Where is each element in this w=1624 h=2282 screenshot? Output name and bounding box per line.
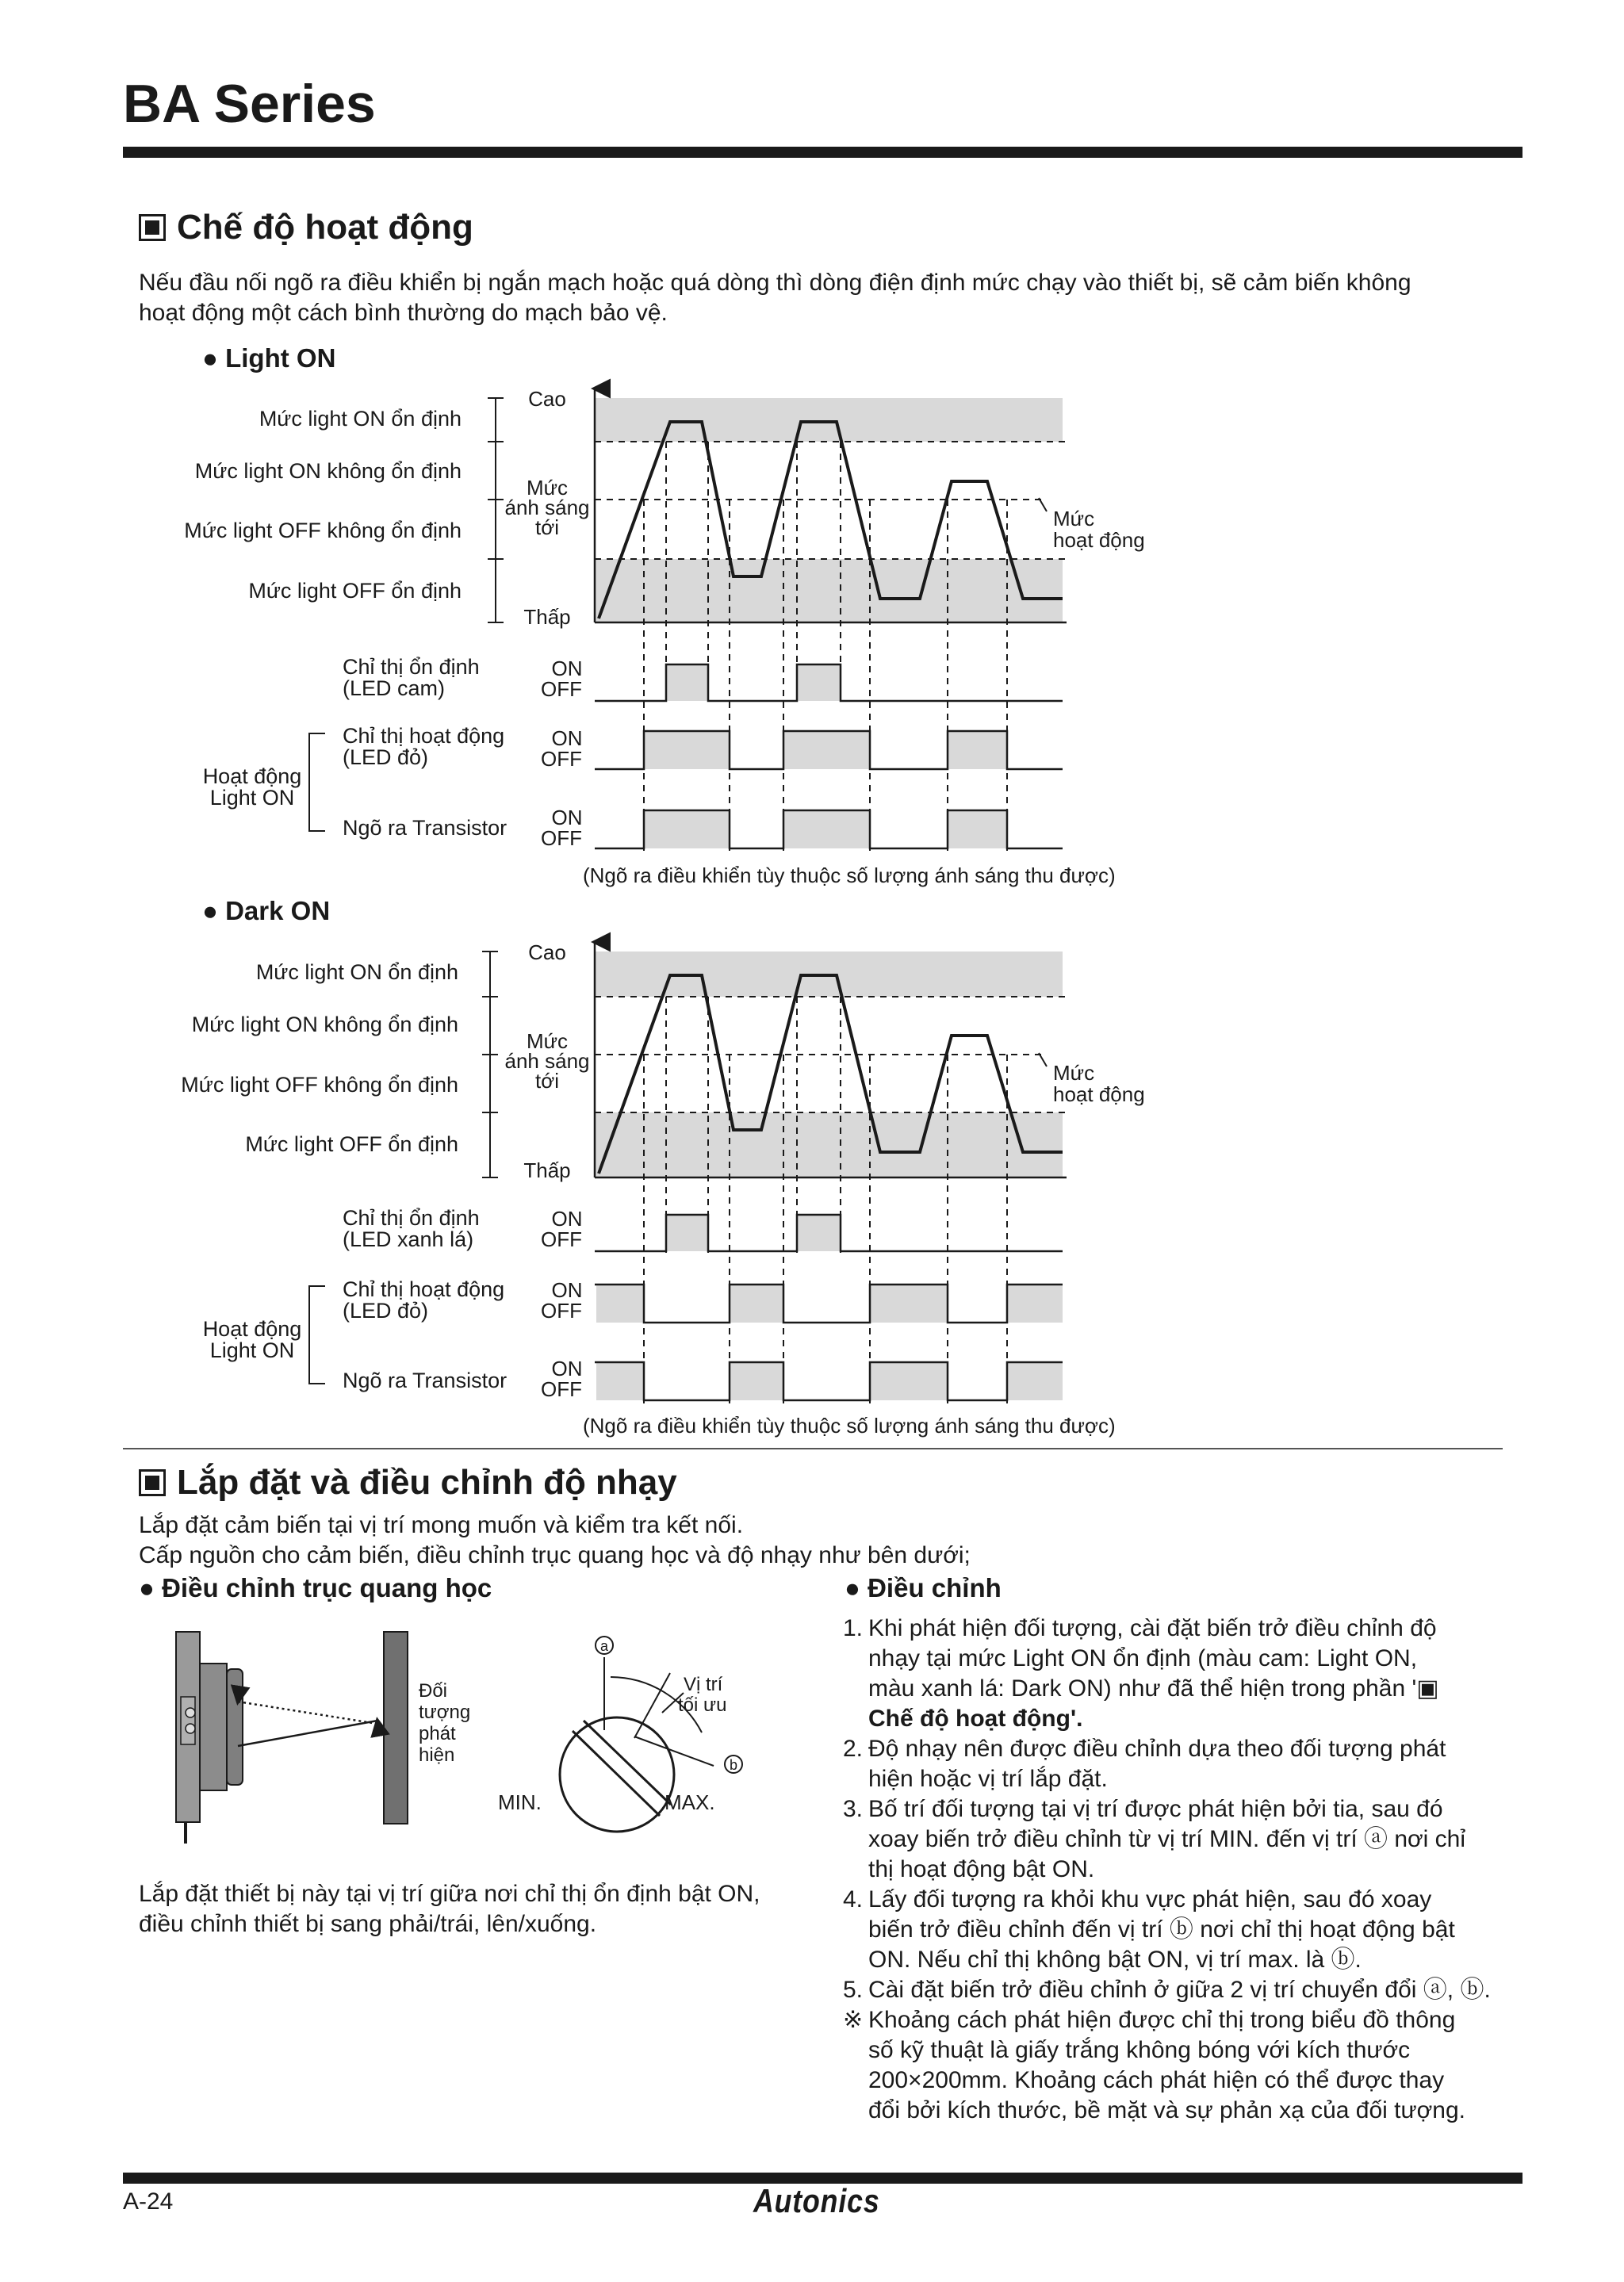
do-transistor-label: Ngõ ra Transistor [343, 1369, 508, 1392]
page-title: BA Series [123, 74, 376, 134]
do-op-level-1: Mức [1053, 1061, 1095, 1085]
light-off-stable-band [595, 559, 1063, 622]
step-line: số kỹ thuật là giấy trắng không bóng với kích thước [868, 2037, 1411, 2063]
lo-axis-mid-3: tới [534, 515, 560, 539]
lo-axis-mid-1: Mức [526, 476, 569, 500]
do-opind-label-2: (LED đỏ) [343, 1299, 429, 1323]
do-off-1: OFF [541, 1227, 582, 1251]
lo-level-1: Mức light ON ổn định [259, 407, 462, 431]
do-stab-label-1: Chỉ thị ổn định [343, 1206, 480, 1230]
optical-note-line-2: điều chỉnh thiết bị sang phải/trái, lên/xuống. [139, 1911, 597, 1937]
optical-axis-figure [176, 1632, 742, 1844]
lo-caption: (Ngõ ra điều khiển tùy thuộc số lượng ánh sáng thu được) [583, 863, 1116, 887]
install-line-2: Cấp nguồn cho cảm biến, điều chỉnh trục quang học và độ nhạy như bên dưới; [139, 1542, 971, 1568]
do-axis-mid-1: Mức [526, 1029, 569, 1053]
target-label-4: hiện [419, 1744, 455, 1766]
do-off-2: OFF [541, 1299, 582, 1323]
lo-level-2: Mức light ON không ổn định [194, 459, 462, 483]
do-axis-low: Thấp [523, 1158, 571, 1182]
do-level-2: Mức light ON không ổn định [191, 1013, 458, 1036]
dark-on-heading: ● Dark ON [202, 896, 331, 925]
step-line: màu xanh lá: Dark ON) như đã thể hiện trong phần '▣ [868, 1675, 1439, 1702]
step-line: 1. Khi phát hiện đối tượng, cài đặt biến trở điều chỉnh độ [843, 1615, 1437, 1641]
do-axis-high: Cao [528, 940, 566, 964]
do-level-3: Mức light OFF không ổn định [181, 1073, 458, 1097]
pos-a-label: a [599, 1638, 609, 1654]
step-line: đổi bởi kích thước, bề mặt và sự phản xạ của đối tượng. [868, 2097, 1465, 2123]
lo-opind-label-2: (LED đỏ) [343, 745, 429, 769]
lo-opind-label-1: Chỉ thị hoạt động [343, 724, 505, 748]
do-op-level-2: hoạt động [1053, 1082, 1145, 1106]
adjust-steps [843, 1614, 1493, 2126]
target-label-1: Đối [419, 1680, 448, 1702]
square-bullet-icon [139, 1469, 166, 1496]
step-line: Chế độ hoạt động'. [868, 1706, 1083, 1732]
step-line: thị hoạt động bật ON. [868, 1856, 1095, 1882]
step-line: 5. Cài đặt biến trở điều chỉnh ở giữa 2 vị trí chuyển đổi ⓐ, ⓑ. [843, 1977, 1491, 2003]
step-line: ON. Nếu chỉ thị không bật ON, vị trí max. là ⓑ. [868, 1947, 1362, 1973]
lo-stab-label-1: Chỉ thị ổn định [343, 655, 480, 679]
step-line: biến trở điều chỉnh đến vị trí ⓑ nơi chỉ thị hoạt động bật [868, 1916, 1455, 1943]
max-label: MAX. [665, 1790, 715, 1814]
pos-b-label: b [729, 1757, 738, 1773]
lo-level-3: Mức light OFF không ổn định [184, 519, 462, 542]
optical-note-line-1: Lắp đặt thiết bị này tại vị trí giữa nơi chỉ thị ổn định bật ON, [139, 1881, 760, 1907]
target-label-2: tượng [419, 1702, 471, 1723]
section-install-intro [139, 1510, 971, 1571]
optical-axis-heading: ● Điều chỉnh trục quang học [139, 1573, 492, 1602]
lo-stab-label-2: (LED cam) [343, 676, 446, 700]
light-on-diagram [309, 389, 1067, 852]
section-divider [123, 1448, 1503, 1449]
light-on-heading: ● Light ON [202, 343, 336, 373]
lo-on-3: ON [551, 806, 583, 829]
section-install-title-text: Lắp đặt và điều chỉnh độ nhạy [177, 1463, 677, 1502]
dark-on-diagram [309, 942, 1067, 1403]
do-stab-label-2: (LED xanh lá) [343, 1227, 474, 1251]
optimal-label-2: tối ưu [678, 1694, 727, 1716]
do-on-2: ON [551, 1278, 583, 1302]
lo-op-level-1: Mức [1053, 507, 1095, 530]
do-opind-label-1: Chỉ thị hoạt động [343, 1277, 505, 1301]
do-on-1: ON [551, 1207, 583, 1231]
lo-op-level-2: hoạt động [1053, 528, 1145, 552]
adjust-heading: ● Điều chỉnh [845, 1573, 1002, 1602]
step-line: nhạy tại mức Light ON ổn định (màu cam: Light ON, [868, 1645, 1418, 1671]
intro-line-2: hoạt động một cách bình thường do mạch bảo vệ. [139, 300, 668, 326]
lo-level-4: Mức light OFF ổn định [248, 579, 462, 603]
step-line: 200×200mm. Khoảng cách phát hiện có thể được thay [868, 2067, 1445, 2093]
intro-line-1: Nếu đầu nối ngõ ra điều khiển bị ngắn mạch hoặc quá dòng thì dòng điện định mức chạy vào thiết bị, sẽ cảm biến không [139, 270, 1411, 296]
lo-off-2: OFF [541, 747, 582, 771]
section-operation-title-text: Chế độ hoạt động [177, 208, 473, 247]
lo-group-label-2: Light ON [209, 786, 295, 810]
min-label: MIN. [498, 1790, 542, 1814]
lo-transistor-label: Ngõ ra Transistor [343, 816, 508, 840]
do-level-4: Mức light OFF ổn định [245, 1132, 458, 1156]
do-group-label-2: Light ON [209, 1338, 295, 1362]
do-on-3: ON [551, 1357, 583, 1380]
do-off-3: OFF [541, 1377, 582, 1401]
page-number: A-24 [123, 2188, 174, 2215]
install-line-1: Lắp đặt cảm biến tại vị trí mong muốn và kiểm tra kết nối. [139, 1512, 744, 1538]
step-line: 3. Bố trí đối tượng tại vị trí được phát hiện bởi tia, sau đó [843, 1796, 1443, 1822]
do-caption: (Ngõ ra điều khiển tùy thuộc số lượng ánh sáng thu được) [583, 1414, 1116, 1438]
lo-on-2: ON [551, 726, 583, 750]
target-label-3: phát [419, 1723, 456, 1744]
step-line: hiện hoặc vị trí lắp đặt. [868, 1766, 1108, 1792]
step-line: 2. Độ nhạy nên được điều chỉnh dựa theo đối tượng phát [843, 1736, 1446, 1762]
lo-off-3: OFF [541, 826, 582, 850]
section-install-title [139, 1463, 677, 1503]
step-line: 4. Lấy đối tượng ra khỏi khu vực phát hiện, sau đó xoay [843, 1886, 1432, 1913]
lo-axis-mid-2: ánh sáng [504, 496, 590, 519]
do-axis-mid-2: ánh sáng [504, 1049, 590, 1073]
lo-on-1: ON [551, 657, 583, 680]
step-line: xoay biến trở điều chỉnh từ vị trí MIN. đến vị trí ⓐ nơi chỉ [868, 1826, 1466, 1852]
optical-axis-note [139, 1879, 760, 1939]
optimal-label-1: Vị trí [684, 1674, 723, 1695]
do-group-label-1: Hoạt động [202, 1317, 302, 1341]
do-level-1: Mức light ON ổn định [255, 960, 458, 984]
lo-axis-low: Thấp [523, 605, 571, 629]
lo-off-1: OFF [541, 677, 582, 701]
lo-group-label-1: Hoạt động [202, 764, 302, 788]
do-axis-mid-3: tới [534, 1069, 560, 1093]
lo-axis-high: Cao [528, 387, 566, 411]
brand-logo: Autonics [753, 2182, 880, 2219]
step-line: ※ Khoảng cách phát hiện được chỉ thị trong biểu đồ thông [843, 2007, 1456, 2033]
